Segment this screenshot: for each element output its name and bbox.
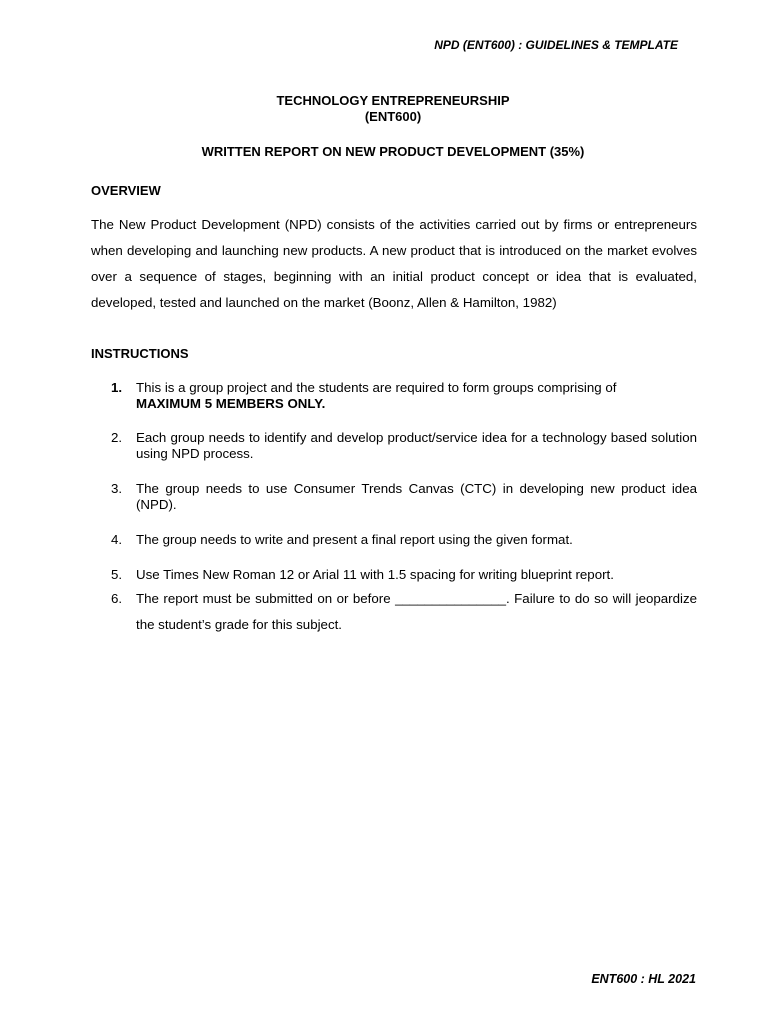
report-title: WRITTEN REPORT ON NEW PRODUCT DEVELOPMENT (35%) — [201, 144, 585, 159]
course-title — [0, 93, 768, 125]
instruction-number: 4. — [111, 532, 123, 547]
instruction-item — [111, 567, 697, 583]
running-header: NPD (ENT600) : GUIDELINES & TEMPLATE — [434, 38, 678, 52]
overview-paragraph: The New Product Development (NPD) consists of the activities carried out by firms or entrepreneurs when developing and launching new products. A new product that is introduced on the market evolves over a sequence of stages, beginning with an initial product concept or idea that is evaluated, developed, tested and launched on the market (Boonz, Allen & Hamilton, 1982) — [91, 217, 697, 310]
instruction-text-main: This is a group project and the students are required to form groups comprising of — [136, 380, 617, 395]
instruction-number: 3. — [111, 481, 123, 496]
instruction-text: Use Times New Roman 12 or Arial 11 with 1.5 spacing for writing blueprint report. — [136, 567, 614, 582]
instruction-text: The report must be submitted on or before _______________. Failure to do so will jeopardize the student’s grade for this subject. — [136, 591, 697, 632]
instruction-text: Each group needs to identify and develop product/service idea for a technology based solution using NPD process. — [136, 430, 697, 461]
instruction-item — [111, 532, 697, 548]
instruction-text: The group needs to use Consumer Trends Canvas (CTC) in developing new product idea (NPD). — [136, 481, 697, 512]
instruction-number: 5. — [111, 567, 123, 582]
instruction-item — [111, 481, 697, 513]
instruction-number: 6. — [111, 591, 123, 606]
instruction-item — [111, 430, 697, 462]
instruction-emphasis: MAXIMUM 5 MEMBERS ONLY. — [136, 396, 326, 411]
instruction-text — [136, 380, 697, 412]
instruction-item — [111, 586, 697, 638]
instruction-number: 1. — [111, 380, 123, 395]
instructions-heading: INSTRUCTIONS — [91, 346, 189, 361]
instruction-item — [111, 380, 697, 412]
instruction-number: 2. — [111, 430, 123, 445]
instruction-text: The group needs to write and present a final report using the given format. — [136, 532, 573, 547]
page-footer: ENT600 : HL 2021 — [591, 972, 696, 986]
course-title-line: TECHNOLOGY ENTREPRENEURSHIP — [276, 93, 510, 108]
overview-heading: OVERVIEW — [91, 183, 161, 198]
course-code-line: (ENT600) — [364, 109, 422, 124]
